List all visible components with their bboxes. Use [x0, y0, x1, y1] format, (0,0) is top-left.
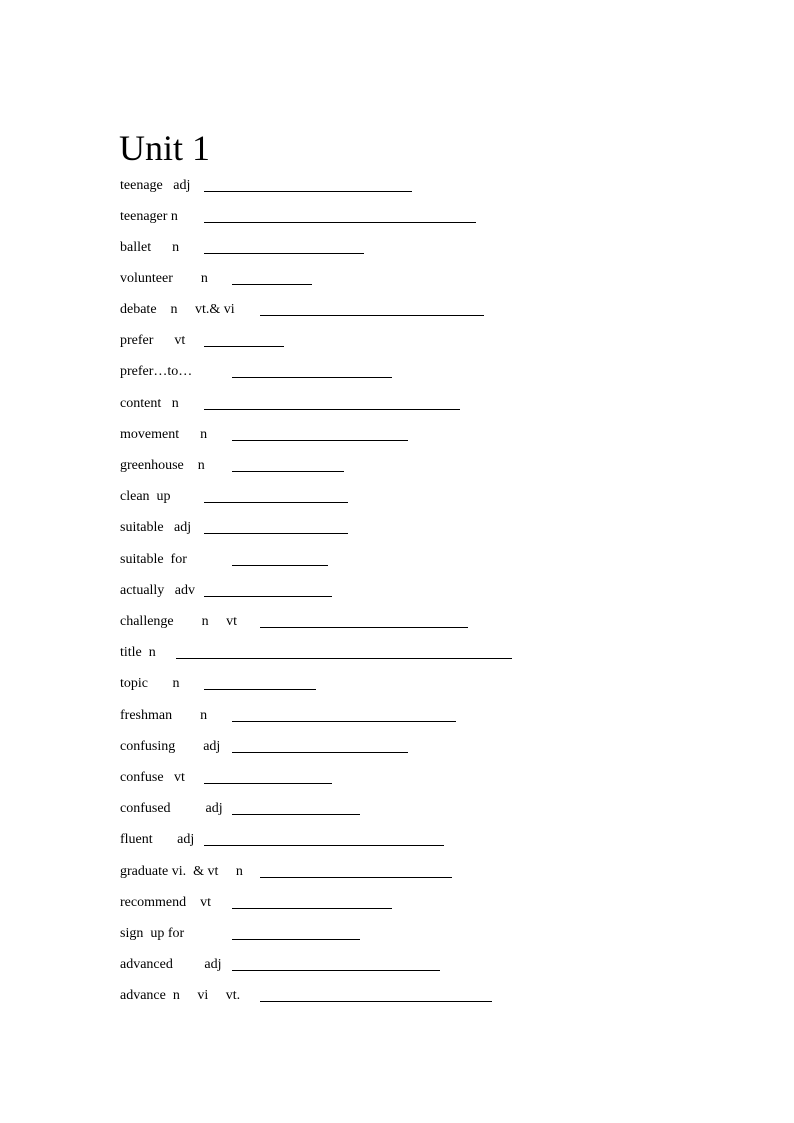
- vocab-term: freshman n: [120, 708, 208, 723]
- vocab-term: content n: [120, 396, 179, 411]
- answer-blank[interactable]: [260, 1001, 492, 1002]
- vocab-term: clean up: [120, 489, 171, 504]
- vocab-entry: [120, 862, 720, 882]
- unit-title: Unit 1: [119, 128, 211, 168]
- answer-blank[interactable]: [204, 845, 444, 846]
- answer-blank[interactable]: [260, 315, 484, 316]
- vocab-entry: [120, 331, 720, 351]
- answer-blank[interactable]: [204, 783, 332, 784]
- vocab-term: confuse vt: [120, 770, 185, 785]
- vocab-term: challenge n vt: [120, 614, 238, 629]
- vocab-term: greenhouse n: [120, 458, 205, 473]
- vocab-entry: [120, 550, 720, 570]
- vocab-term: actually adv: [120, 583, 196, 598]
- answer-blank[interactable]: [204, 346, 284, 347]
- vocab-entry: [120, 893, 720, 913]
- vocab-term: fluent adj: [120, 832, 195, 847]
- vocab-entry: [120, 799, 720, 819]
- vocab-entry: [120, 238, 720, 258]
- answer-blank[interactable]: [232, 970, 440, 971]
- vocab-term: topic n: [120, 676, 180, 691]
- vocab-entry: [120, 706, 720, 726]
- vocab-term: confused adj: [120, 801, 223, 816]
- answer-blank[interactable]: [232, 721, 456, 722]
- answer-blank[interactable]: [232, 565, 328, 566]
- answer-blank[interactable]: [232, 471, 344, 472]
- vocab-term: prefer vt: [120, 333, 186, 348]
- vocab-entry: [120, 737, 720, 757]
- vocab-term: prefer…to…: [120, 364, 193, 379]
- vocab-term: debate n vt.& vi: [120, 302, 235, 317]
- vocab-entry: [120, 269, 720, 289]
- vocab-entry: [120, 581, 720, 601]
- vocab-term: suitable adj: [120, 520, 192, 535]
- vocab-term: advance n vi vt.: [120, 988, 241, 1003]
- answer-blank[interactable]: [204, 191, 412, 192]
- answer-blank[interactable]: [204, 596, 332, 597]
- vocab-entry: [120, 612, 720, 632]
- vocab-entry: [120, 362, 720, 382]
- vocab-entry: [120, 394, 720, 414]
- answer-blank[interactable]: [260, 627, 468, 628]
- vocab-entry: [120, 986, 720, 1006]
- vocab-term: suitable for: [120, 552, 187, 567]
- vocab-term: recommend vt: [120, 895, 211, 910]
- vocab-entry: [120, 924, 720, 944]
- vocab-term: sign up for: [120, 926, 185, 941]
- vocab-term: volunteer n: [120, 271, 208, 286]
- answer-blank[interactable]: [232, 814, 360, 815]
- vocab-entry: [120, 456, 720, 476]
- answer-blank[interactable]: [232, 284, 312, 285]
- answer-blank[interactable]: [232, 752, 408, 753]
- answer-blank[interactable]: [232, 908, 392, 909]
- vocab-term: confusing adj: [120, 739, 221, 754]
- answer-blank[interactable]: [260, 877, 452, 878]
- vocab-entry: [120, 207, 720, 227]
- vocab-term: teenager n: [120, 209, 178, 224]
- answer-blank[interactable]: [204, 409, 460, 410]
- answer-blank[interactable]: [204, 253, 364, 254]
- vocab-term: title n: [120, 645, 156, 660]
- vocab-term: ballet n: [120, 240, 180, 255]
- answer-blank[interactable]: [204, 689, 316, 690]
- vocab-term: movement n: [120, 427, 208, 442]
- answer-blank[interactable]: [232, 377, 392, 378]
- vocab-term: graduate vi. & vt n: [120, 864, 243, 879]
- vocab-entry: [120, 176, 720, 196]
- answer-blank[interactable]: [176, 658, 512, 659]
- answer-blank[interactable]: [204, 222, 476, 223]
- answer-blank[interactable]: [232, 939, 360, 940]
- answer-blank[interactable]: [204, 533, 348, 534]
- vocab-entry: [120, 643, 720, 663]
- answer-blank[interactable]: [232, 440, 408, 441]
- vocab-entry: [120, 674, 720, 694]
- vocab-entry: [120, 955, 720, 975]
- vocab-entry: [120, 830, 720, 850]
- vocab-term: teenage adj: [120, 178, 191, 193]
- vocab-entry: [120, 487, 720, 507]
- vocab-entry: [120, 300, 720, 320]
- vocab-term: advanced adj: [120, 957, 222, 972]
- answer-blank[interactable]: [204, 502, 348, 503]
- vocab-entry: [120, 425, 720, 445]
- vocab-entry: [120, 518, 720, 538]
- vocab-entry: [120, 768, 720, 788]
